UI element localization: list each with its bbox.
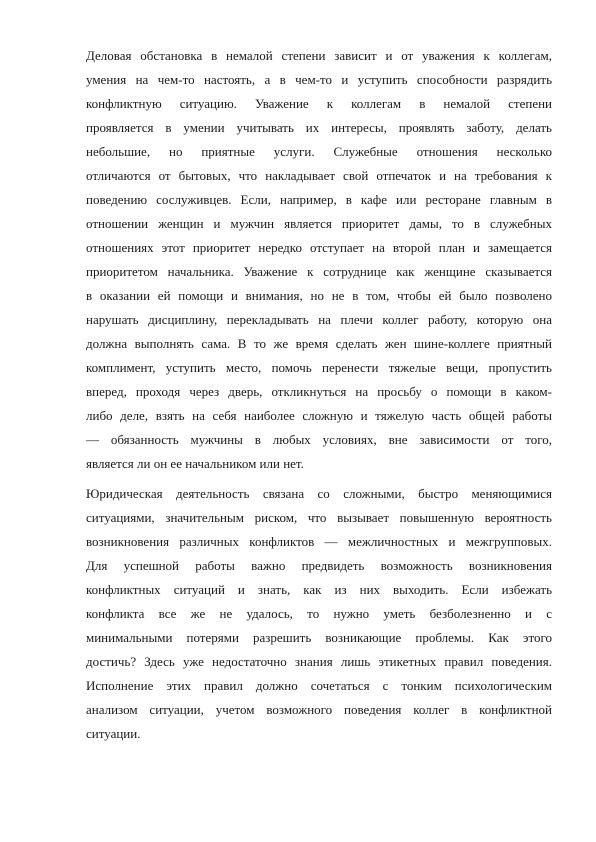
text-line: поведению сослуживцев. Если, например, в кафе или ресторане главным в <box>86 192 552 207</box>
text-line: ситуациями, значительным риском, что вызывает повышенную вероятность <box>86 510 552 525</box>
text-line: конфликтную ситуацию. Уважение к коллегам в немалой степени <box>86 96 552 111</box>
text-line: должна выполнять сама. В то же время сделать жен шине-коллеге приятный <box>86 336 552 351</box>
text-line: ситуации. <box>86 726 141 741</box>
text-line: либо деле, взять на себя наиболее сложную и тяжелую часть общей работы <box>86 408 552 423</box>
text-line: — обязанность мужчины в любых условиях, вне зависимости от того, <box>86 432 552 447</box>
text-line: достичь? Здесь уже недостаточно знания лишь этикетных правил поведения. <box>86 654 552 669</box>
paragraph-2 <box>86 482 552 746</box>
text-line: минимальными потерями разрешить возникающие проблемы. Как этого <box>86 630 552 645</box>
text-line: возникновения различных конфликтов — межличностных и межгрупповых. <box>86 534 552 549</box>
text-line: в оказании ей помощи и внимания, но не в том, чтобы ей было позволено <box>86 288 552 303</box>
text-line: является ли он ее начальником или нет. <box>86 456 304 471</box>
text-line: умения на чем-то настоять, а в чем-то и уступить способности разрядить <box>86 72 552 87</box>
text-line: нарушать дисциплину, перекладывать на плечи коллег работу, которую она <box>86 312 552 327</box>
document-body <box>86 44 552 752</box>
text-line: отношении женщин и мужчин является приоритет дамы, то в служебных <box>86 216 552 231</box>
text-line: отношениях этот приоритет нередко отступает на второй план и замещается <box>86 240 552 255</box>
text-line: комплимент, уступить место, помочь перенести тяжелые вещи, пропустить <box>86 360 552 375</box>
text-line: вперед, проходя через дверь, откликнуться на просьбу о помощи в каком- <box>86 384 552 399</box>
text-line: конфликта все же не удалось, то нужно уметь безболезненно и с <box>86 606 552 621</box>
text-line: приоритетом начальника. Уважение к сотруднице как женщине сказывается <box>86 264 552 279</box>
text-line: конфликтных ситуаций и знать, как из них выходить. Если избежать <box>86 582 552 597</box>
text-line: Деловая обстановка в немалой степени зависит и от уважения к коллегам, <box>86 48 552 63</box>
text-line: анализом ситуации, учетом возможного поведения коллег в конфликтной <box>86 702 552 717</box>
text-line: небольшие, но приятные услуги. Служебные отношения несколько <box>86 144 552 159</box>
text-line: Юридическая деятельность связана со сложными, быстро меняющимися <box>86 486 552 501</box>
text-line: отличаются от бытовых, что накладывает свой отпечаток и на требования к <box>86 168 552 183</box>
text-line: Исполнение этих правил должно сочетаться с тонким психологическим <box>86 678 552 693</box>
text-line: Для успешной работы важно предвидеть возможность возникновения <box>86 558 552 573</box>
text-line: проявляется в умении учитывать их интересы, проявлять заботу, делать <box>86 120 552 135</box>
paragraph-1 <box>86 44 552 476</box>
